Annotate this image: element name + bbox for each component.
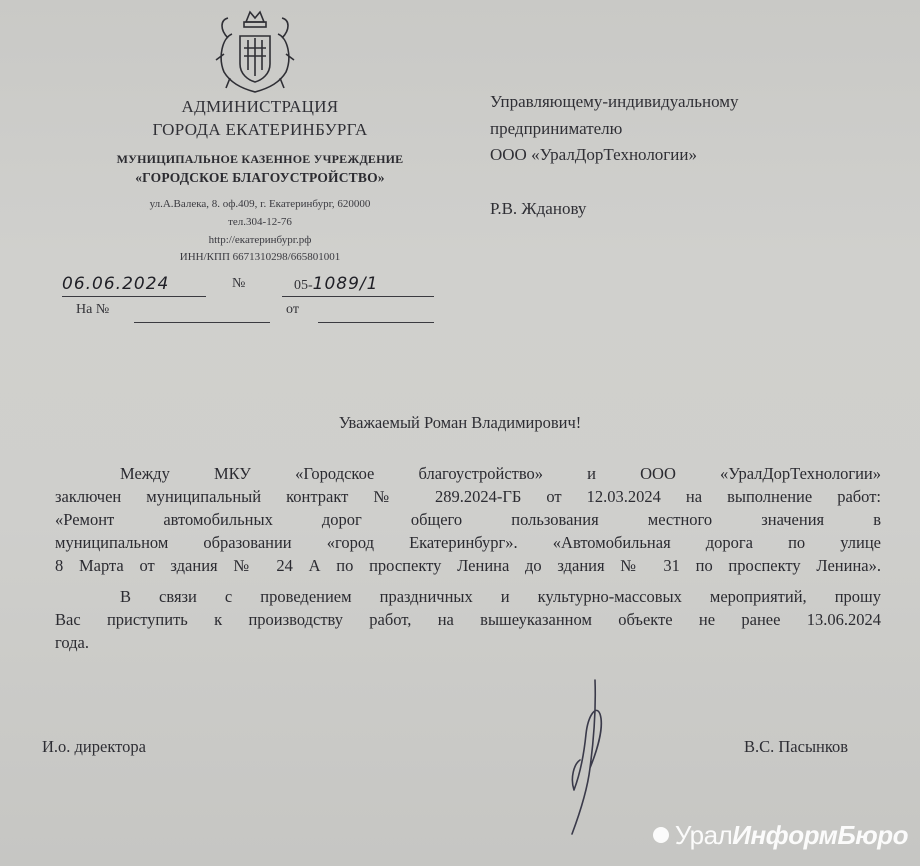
org-address: ул.А.Валека, 8. оф.409, г. Екатеринбург, 620000 [149,198,371,210]
recipient-line2: предпринимателю [490,119,623,138]
recipient-line1: Управляющему-индивидуальному [490,92,739,111]
signer-name: В.С. Пасынков [744,737,849,756]
number-label: № [232,276,246,291]
recipient-name: Р.В. Жданову [490,199,587,218]
ref-date-field [318,300,434,323]
ref-number-label: На № [76,302,110,317]
admin-title-line1: АДМИНИСТРАЦИЯ [181,97,339,116]
registration-date: 06.06.2024 [62,274,170,294]
number-field [282,274,434,297]
ref-number-field [134,300,270,323]
org-inn: ИНН/КПП 6671310298/665801001 [179,251,341,263]
watermark-part2: ИнформБюро [732,819,908,850]
body-line-6: В связи с проведением праздничных и культурно-массовых мероприятий, прошу [120,587,881,606]
registration-number: 1089/1 [312,274,379,294]
body-line-7: Вас приступить к производству работ, на вышеуказанном объекте не ранее 13.06.2024 [55,610,881,629]
body-line-1: Между МКУ «Городское благоустройство» и ООО «УралДорТехнологии» [120,464,881,483]
org-website: http://екатеринбург.рф [208,234,312,246]
watermark-logo [653,820,908,850]
coat-of-arms-emblem [210,8,300,94]
org-name-line1: МУНИЦИПАЛЬНОЕ КАЗЕННОЕ УЧРЕЖДЕНИЕ [116,152,404,166]
recipient-company: ООО «УралДорТехнологии» [490,145,697,164]
body-line-4: муниципальном образовании «город Екатеринбург». «Автомобильная дорога по улице [55,533,881,552]
ref-from-label: от [286,302,299,317]
body-line-8: года. [55,633,89,652]
number-prefix: 05- [294,278,313,293]
org-phone: тел.304-12-76 [228,216,292,228]
watermark-part1: Урал [674,819,733,850]
signer-position: И.о. директора [42,737,146,756]
body-line-3: «Ремонт автомобильных дорог общего пользования местного значения в [55,510,881,529]
handwritten-signature [540,678,630,838]
body-line-5: 8 Марта от здания № 24 А по проспекту Ленина до здания № 31 по проспекту Ленина». [55,556,881,575]
admin-title-line2: ГОРОДА ЕКАТЕРИНБУРГА [152,120,368,139]
org-name-line2: «ГОРОДСКОЕ БЛАГОУСТРОЙСТВО» [135,170,385,185]
body-line-2: заключен муниципальный контракт № 289.2024-ГБ от 12.03.2024 на выполнение работ: [55,487,881,506]
date-field [62,274,206,297]
watermark-dot-icon [653,827,669,843]
letter-salutation: Уважаемый Роман Владимирович! [338,413,582,432]
